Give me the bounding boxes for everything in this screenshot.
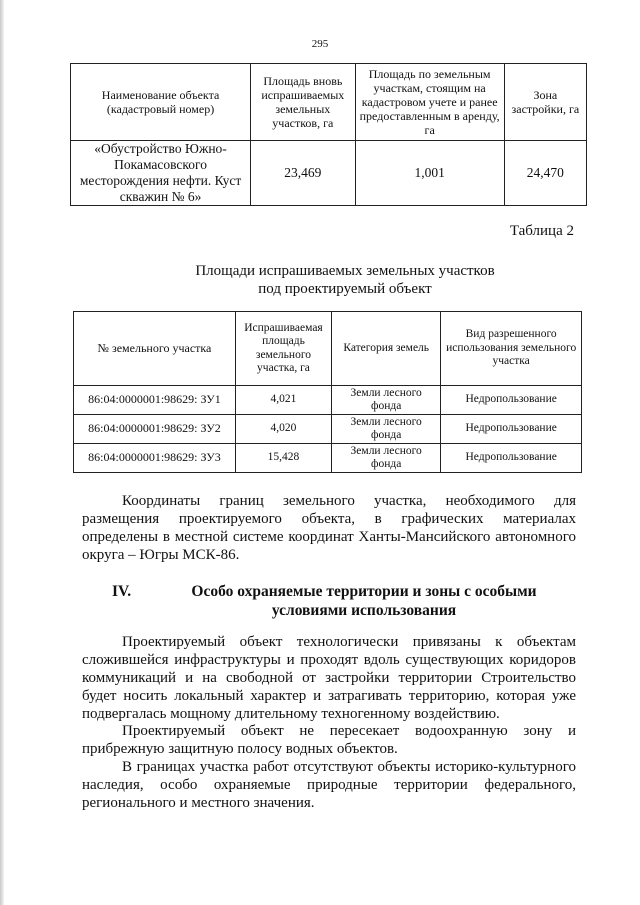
table-2-cell-permitted-use: Недропользование xyxy=(441,386,582,415)
table-2-cell-plot-number: 86:04:0000001:98629: ЗУ2 xyxy=(74,415,236,444)
table-2 xyxy=(73,311,582,473)
paragraph-coordinates: Координаты границ земельного участка, необходимого для размещения проектируемого объекта, в графических материалах определены в местной системе координат Ханты-Мансийского автономного округа – Югры МСК-86. xyxy=(82,493,576,563)
section-number: IV. xyxy=(112,583,132,600)
table-2-header-land-category: Категория земель xyxy=(332,312,441,386)
page-edge xyxy=(0,0,4,905)
paragraph-heritage: В границах участка работ отсутствуют объекты историко-культурного наследия, особо охраняемые природные территории федерального, регионального и местного значения. xyxy=(82,759,576,811)
table-2-header-row xyxy=(74,312,582,386)
table-2-number: Таблица 2 xyxy=(509,223,574,239)
table-2-cell-plot-number: 86:04:0000001:98629: ЗУ1 xyxy=(74,386,236,415)
table-2-title-line-1: Площади испрашиваемых земельных участков xyxy=(195,263,495,279)
table-2-cell-land-category: Земли лесного фонда xyxy=(332,415,441,444)
table-2-cell-permitted-use: Недропользование xyxy=(441,444,582,473)
table-1-cell-new-area: 23,469 xyxy=(251,141,355,206)
table-1-header-zone: Зона застройки, га xyxy=(504,64,586,141)
table-1-cell-object: «Обустройство Южно-Покамасовского месторождения нефти. Куст скважин № 6» xyxy=(71,141,251,206)
page-number: 295 xyxy=(311,38,329,50)
table-row xyxy=(74,386,582,415)
section-heading xyxy=(82,582,576,620)
table-2-header-plot-number: № земельного участка xyxy=(74,312,236,386)
table-1-header-new-area: Площадь вновь испрашиваемых земельных участков, га xyxy=(251,64,355,141)
table-2-cell-area: 4,020 xyxy=(235,415,331,444)
table-row xyxy=(74,415,582,444)
table-1-header-row xyxy=(71,64,587,141)
table-2-cell-land-category: Земли лесного фонда xyxy=(332,444,441,473)
table-2-cell-area: 15,428 xyxy=(235,444,331,473)
table-2-header-permitted-use: Вид разрешенного использования земельного участка xyxy=(441,312,582,386)
paragraph-technology: Проектируемый объект технологически привязаны к объектам сложившейся инфраструктуры и проходят вдоль существующих коридоров коммуникаций и на свободной от застройки территории Строительство будет носить локальный характер и затрагивать территорию, которая уже подвергалась мощному длительному техногенному воздействию. xyxy=(82,634,576,722)
table-2-title xyxy=(60,262,630,298)
table-2-cell-area: 4,021 xyxy=(235,386,331,415)
table-1-cell-registered-area: 1,001 xyxy=(355,141,504,206)
paragraph-water-zone: Проектируемый объект не пересекает водоохранную зону и прибрежную защитную полосу водных объектов. xyxy=(82,723,576,757)
table-2-cell-plot-number: 86:04:0000001:98629: ЗУ3 xyxy=(74,444,236,473)
table-2-header-area: Испрашиваемая площадь земельного участка, га xyxy=(235,312,331,386)
table-row xyxy=(71,141,587,206)
table-1-cell-zone: 24,470 xyxy=(504,141,586,206)
table-1-header-object: Наименование объекта (кадастровый номер) xyxy=(71,64,251,141)
table-2-cell-land-category: Земли лесного фонда xyxy=(332,386,441,415)
table-2-cell-permitted-use: Недропользование xyxy=(441,415,582,444)
table-row xyxy=(74,444,582,473)
table-2-title-line-2: под проектируемый объект xyxy=(258,281,432,297)
section-title: Особо охраняемые территории и зоны с особыми условиями использования xyxy=(191,583,537,619)
table-1-header-registered-area: Площадь по земельным участкам, стоящим на кадастровом учете и ранее предоставленным в аренду, га xyxy=(355,64,504,141)
table-1 xyxy=(70,63,587,206)
